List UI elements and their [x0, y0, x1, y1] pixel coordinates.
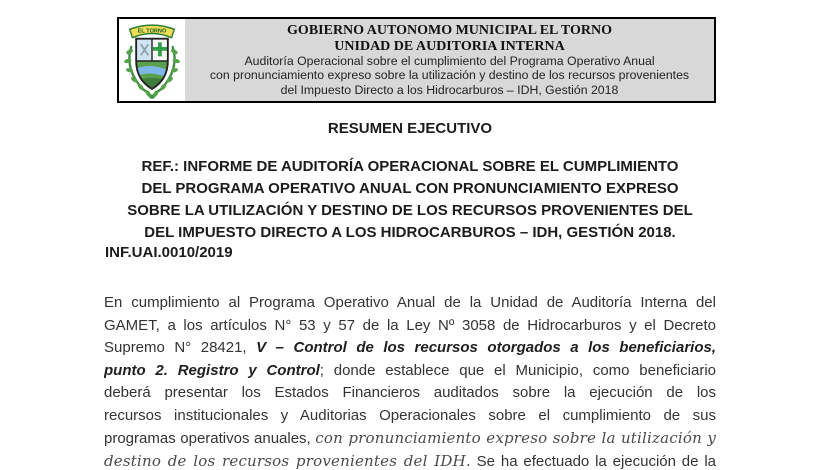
logo-cell — [119, 19, 185, 101]
reference-block — [104, 156, 716, 244]
ref-line: REF.: INFORME DE AUDITORÍA OPERACIONAL SOBRE EL CUMPLIMIENTO — [141, 158, 679, 175]
body-line — [104, 292, 716, 315]
body-text: ; donde establece que el Municipio, como beneficiario — [319, 361, 716, 379]
body-line — [104, 405, 716, 428]
header-subtitle-line1: Auditoría Operacional sobre el cumplimiento del Programa Operativo Anual — [244, 54, 655, 68]
header-title-line2: UNIDAD DE AUDITORIA INTERNA — [334, 38, 565, 54]
body-text: Se ha efectuado la ejecución de la — [470, 452, 716, 470]
body-line — [104, 382, 716, 405]
el-torno-coat-of-arms-icon — [122, 20, 182, 102]
body-text: deberá presentar los Estados Financieros auditados sobre la ejecución de los — [104, 384, 716, 401]
body-line — [104, 427, 716, 450]
section-title: RESUMEN EJECUTIVO — [327, 120, 493, 137]
header-subtitle-line2: con pronunciamiento expreso sobre la utilización y destino de los recursos provenientes — [209, 68, 690, 83]
body-text: programas operativos anuales, — [104, 430, 316, 447]
body-line — [104, 450, 716, 470]
body-text-script: con pronunciamiento expreso sobre la utilización y — [315, 429, 716, 447]
body-text: En cumplimiento al Programa Operativo Anual de la Unidad de Auditoría Interna del — [104, 294, 716, 311]
body-line — [104, 337, 716, 360]
report-number: INF.UAI.0010/2019 — [105, 244, 233, 261]
banner-text: EL TORNO — [137, 28, 167, 35]
document-header — [117, 17, 716, 103]
ref-line: DEL IMPUESTO DIRECTO A LOS HIDROCARBUROS – IDH, GESTIÓN 2018. — [144, 224, 676, 241]
body-paragraph — [104, 292, 716, 470]
body-text-emphasis: punto 2. Registro y Control — [104, 361, 320, 379]
body-text-script: destino de los recursos provenientes del IDH. — [104, 451, 471, 470]
header-title-line1: GOBIERNO AUTONOMO MUNICIPAL EL TORNO — [287, 23, 612, 38]
body-text: recursos institucionales y Auditorias Operacionales sobre el cumplimiento de sus — [104, 406, 716, 424]
body-text-emphasis: V – Control de los recursos otorgados a los beneficiarios, — [256, 339, 716, 356]
body-text: GAMET, a los artículos N° 53 y 57 de la Ley Nº 3058 de Hidrocarburos y el Decreto — [104, 316, 716, 334]
body-line — [104, 360, 716, 383]
body-line — [104, 315, 716, 338]
ref-line: SOBRE LA UTILIZACIÓN Y DESTINO DE LOS RECURSOS PROVENIENTES DEL — [127, 202, 693, 219]
body-text: Supremo N° 28421, — [104, 339, 257, 356]
header-text — [185, 19, 714, 101]
ref-line: DEL PROGRAMA OPERATIVO ANUAL CON PRONUNCIAMIENTO EXPRESO — [141, 180, 679, 197]
header-subtitle-line3: del Impuesto Directo a los Hidrocarburos – IDH, Gestión 2018 — [280, 82, 619, 97]
